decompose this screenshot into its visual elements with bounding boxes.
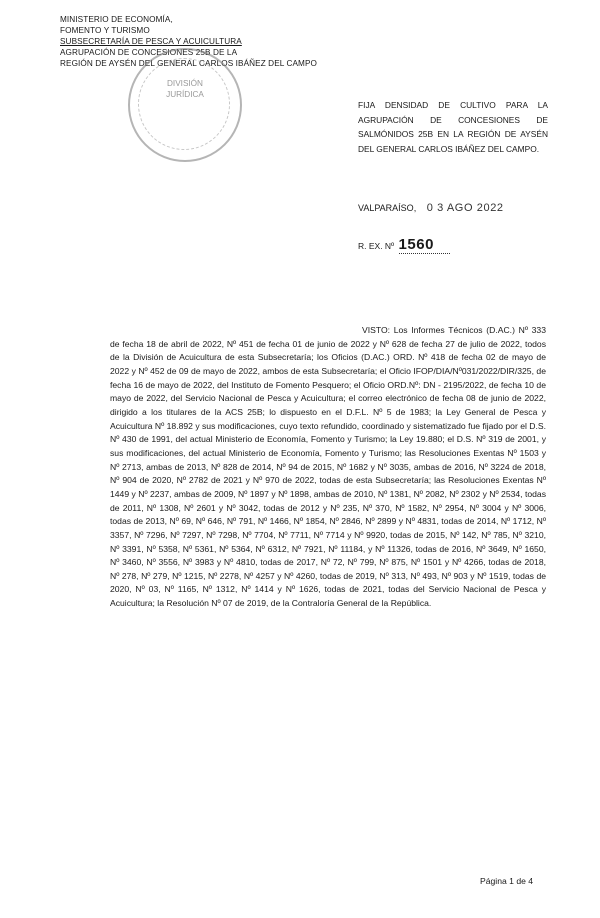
resolution-number	[358, 236, 450, 253]
rex-label: R. EX. Nº	[358, 241, 395, 251]
letterhead-agrupacion: AGRUPACIÓN DE CONCESIONES 25B DE LA	[60, 48, 238, 57]
letterhead-ministry: MINISTERIO DE ECONOMÍA,	[60, 15, 173, 24]
visto-text: VISTO: Los Informes Técnicos (D.AC.) Nº 333 de fecha 18 de abril de 2022, Nº 451 de fecha 01 de junio de 2022 y Nº 628 de fecha 27 de julio de 2022, todos de la División de Acuicultura de esta Subsecretaría; los Oficios (D.AC.) ORD. Nº 418 de fecha 02 de mayo de 2022 y Nº 452 de 09 de mayo de 2022, ambos de esta Subsecretaría; el Oficio IFOP/DIA/Nº031/2022/DIR/325, de fecha 16 de mayo de 2022, del Instituto de Fomento Pesquero; el Oficio ORD.Nº: DN - 2195/2022, de fecha 10 de mayo de 2022, del Servicio Nacional de Pesca y Acuicultura; el correo electrónico de fecha 08 de junio de 2022, dirigido a los titulares de la ACS 25B; lo dispuesto en el D.F.L. Nº 5 de 1983; la Ley General de Pesca y Acuicultura Nº 18.892 y sus modificaciones, cuyo texto refundido, coordinado y sistematizado fue fijado por el D.S. Nº 430 de 1991, del actual Ministerio de Economía, Fomento y Turismo; la Ley 19.880; el D.S. Nº 319 de 2001, y sus modificaciones, del actual Ministerio de Economía, Fomento y Turismo; las Resoluciones Exentas Nº 1503 y Nº 2713, ambas de 2013, Nº 828 de 2014, Nº 94 de 2015, Nº 1682 y Nº 3035, ambas de 2016, Nº 3224 de 2018, Nº 904 de 2020, Nº 2782 de 2021 y Nº 970 de 2022, todas de esta Subsecretaría; las Resoluciones Exentas Nº 1449 y Nº 2237, ambas de 2009, Nº 1897 y Nº 1898, ambas de 2010, Nº 1381, Nº 2082, Nº 2302 y Nº 2534, todas de 2011, Nº 1308, Nº 2601 y Nº 3042, todas de 2012 y Nº 235, Nº 370, Nº 1582, Nº 2954, Nº 3004 y Nº 3006, todas de 2013, Nº 69, Nº 646, Nº 791, Nº 1466, Nº 1854, Nº 2846, Nº 2899 y Nº 4831, todas de 2014, Nº 1712, Nº 3357, Nº 7296, Nº 7297, Nº 7298, Nº 7704, Nº 7711, Nº 7714 y Nº 9920, todas de 2015, Nº 142, Nº 785, Nº 3210, Nº 3391, Nº 5358, Nº 5361, Nº 5364, Nº 6312, Nº 7921, Nº 11184, y Nº 11326, todas de 2016, Nº 3649, Nº 1650, Nº 3460, Nº 3556, Nº 3983 y Nº 4810, todas de 2017, Nº 72, Nº 799, Nº 875, Nº 1501 y Nº 4266, todas de 2018, Nº 278, Nº 279, Nº 1215, Nº 2278, Nº 4257 y Nº 4260, todas de 2019, Nº 313, Nº 493, Nº 903 y Nº 1519, todas de 2020, Nº 03, Nº 1165, Nº 1312, Nº 1414 y Nº 1626, todas de 2021, todas del Servicio Nacional de Pesca y Acuicultura; la Resolución Nº 07 de 2019, de la Contraloría General de la República.	[110, 325, 546, 609]
letterhead-subsecretariat: SUBSECRETARÍA DE PESCA Y ACUICULTURA	[60, 37, 242, 46]
resolution-title: FIJA DENSIDAD DE CULTIVO PARA LA AGRUPACIÓN DE CONCESIONES DE SALMÓNIDOS 25B EN LA REGIÓN DE AYSÉN DEL GENERAL CARLOS IBÁÑEZ DEL CAMPO.	[358, 100, 548, 154]
place-and-date	[358, 202, 504, 214]
visto-paragraph	[110, 324, 546, 611]
seal-text	[154, 78, 216, 132]
date-stamp: 0 3 AGO 2022	[426, 202, 504, 214]
letterhead-ministry-cont: FOMENTO Y TURISMO	[60, 26, 150, 35]
place-label: VALPARAÍSO,	[358, 203, 417, 213]
seal-line-juridica: JURÍDICA	[166, 90, 204, 99]
rex-number: 1560	[399, 236, 450, 254]
letterhead-region: REGIÓN DE AYSÉN DEL GENERAL CARLOS IBÁÑEZ DEL CAMPO	[60, 59, 318, 68]
page-number: Página 1 de 4	[480, 876, 534, 886]
seal-line-division: DIVISIÓN	[167, 79, 203, 88]
official-seal	[128, 48, 242, 162]
